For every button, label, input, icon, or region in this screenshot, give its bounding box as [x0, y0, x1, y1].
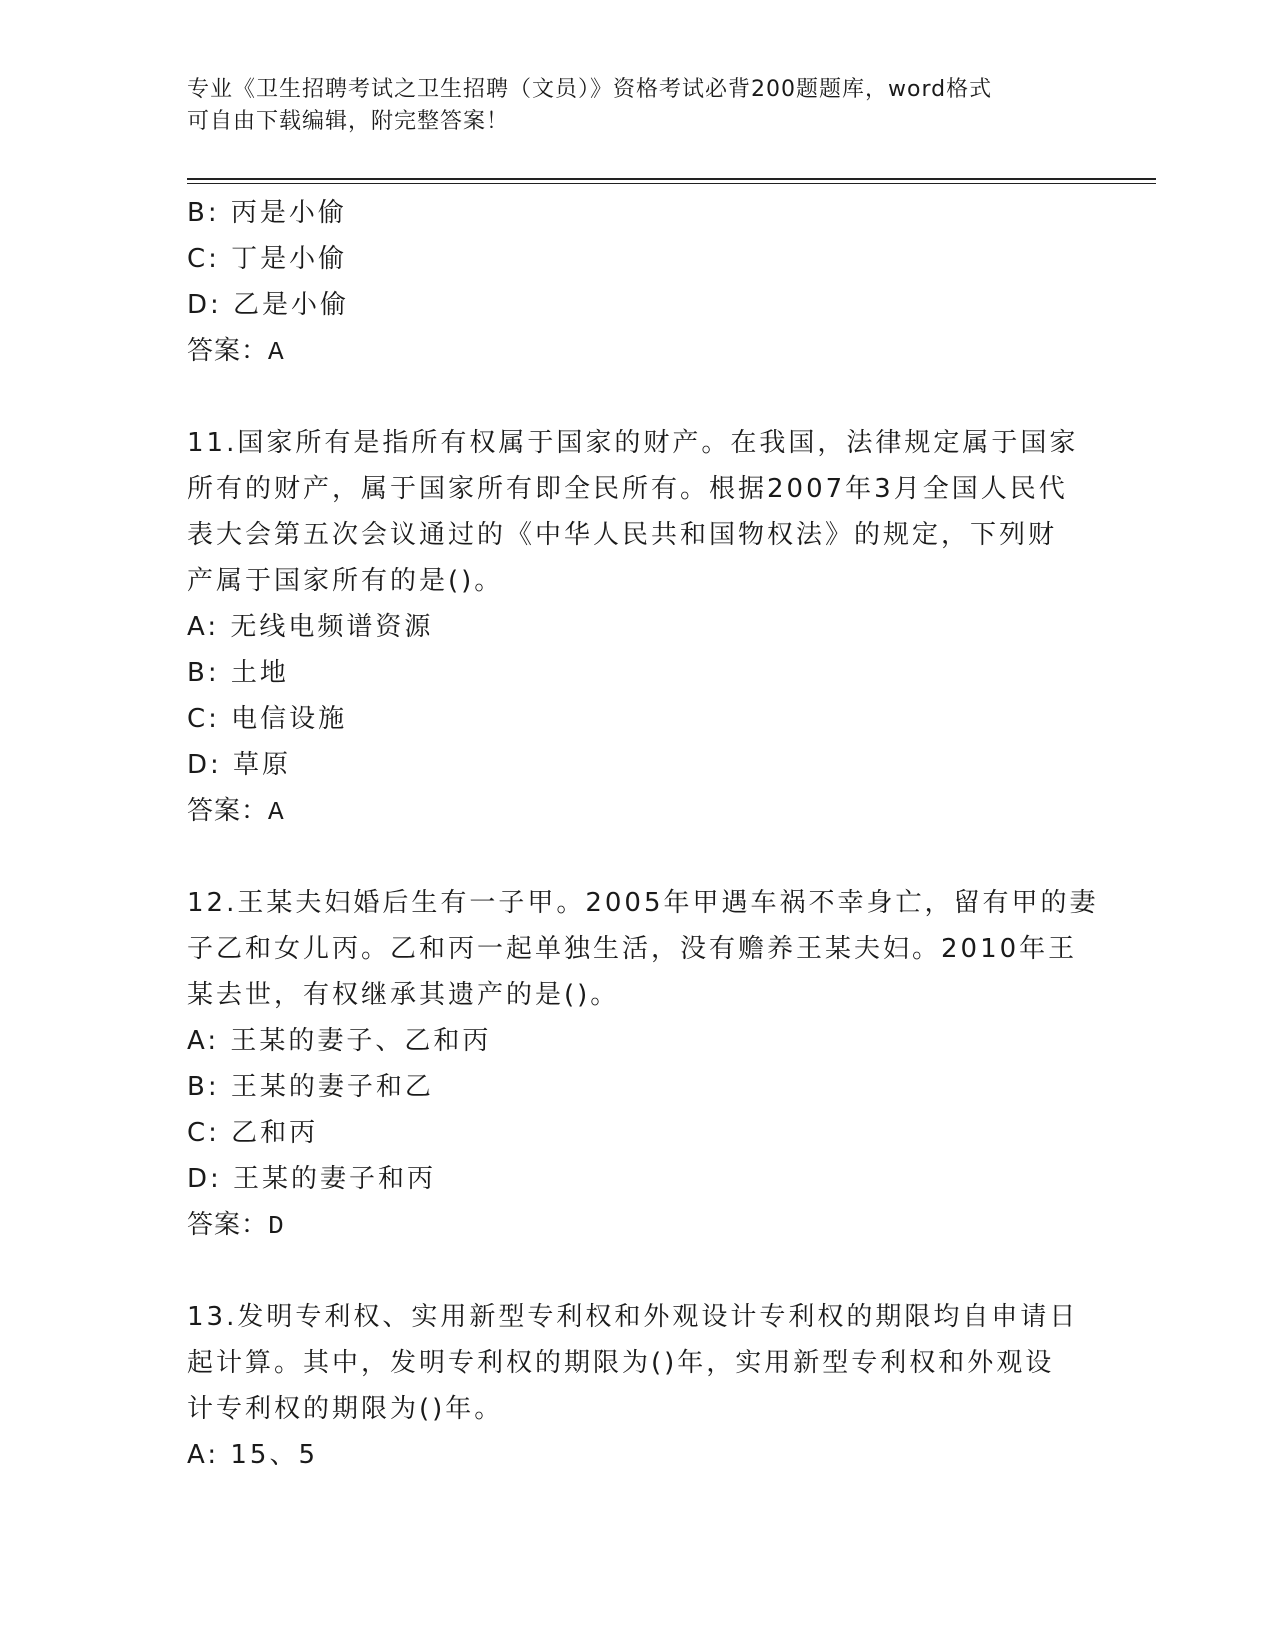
answer-value: D — [268, 1211, 285, 1241]
answer-label: 答案： — [187, 1210, 269, 1240]
option-c: C: 乙和丙 — [187, 1118, 319, 1148]
option-d: D: 草原 — [187, 750, 292, 780]
answer-line — [187, 1202, 1087, 1249]
option-a: A: 无线电频谱资源 — [187, 612, 434, 642]
question-13 — [187, 1294, 1087, 1478]
question-text-line: 产属于国家所有的是()。 — [187, 566, 504, 596]
document-body — [187, 190, 1099, 1478]
question-10-continuation — [187, 190, 1087, 375]
answer-value: A — [268, 337, 285, 367]
header-line-2: 可自由下载编辑，附完整答案！ — [187, 109, 510, 134]
header-divider-thick — [187, 178, 1156, 180]
question-12 — [187, 880, 1099, 1249]
spacer — [187, 835, 1087, 880]
document-header — [187, 74, 1087, 138]
question-text-line: 13.发明专利权、实用新型专利权和外观设计专利权的期限均自申请日 — [187, 1302, 1079, 1332]
answer-line — [187, 328, 1087, 375]
question-text-line: 12.王某夫妇婚后生有一子甲。2005年甲遇车祸不幸身亡，留有甲的妻 — [187, 888, 1099, 918]
option-a: A: 王某的妻子、乙和丙 — [187, 1026, 492, 1056]
option-b: B: 土地 — [187, 658, 289, 688]
header-line-1: 专业《卫生招聘考试之卫生招聘（文员）》资格考试必背200题题库，word格式 — [187, 77, 993, 102]
question-text-line: 表大会第五次会议通过的《中华人民共和国物权法》的规定，下列财 — [187, 520, 1058, 550]
option-b: B: 王某的妻子和乙 — [187, 1072, 434, 1102]
answer-value: A — [268, 797, 285, 827]
question-text-line: 子乙和女儿丙。乙和丙一起单独生活，没有赡养王某夫妇。2010年王 — [187, 934, 1078, 964]
question-text-line: 起计算。其中，发明专利权的期限为()年，实用新型专利权和外观设 — [187, 1348, 1055, 1378]
option-b: B: 丙是小偷 — [187, 198, 347, 228]
spacer — [187, 375, 1087, 420]
header-divider-thin — [187, 183, 1156, 184]
question-11 — [187, 420, 1087, 835]
question-text-line: 所有的财产，属于国家所有即全民所有。根据2007年3月全国人民代 — [187, 474, 1068, 504]
option-c: C: 丁是小偷 — [187, 244, 348, 274]
option-c: C: 电信设施 — [187, 704, 348, 734]
answer-label: 答案： — [187, 336, 269, 366]
option-d: D: 乙是小偷 — [187, 290, 350, 320]
option-a: A: 15、5 — [187, 1440, 318, 1470]
option-d: D: 王某的妻子和丙 — [187, 1164, 437, 1194]
question-text-line: 11.国家所有是指所有权属于国家的财产。在我国，法律规定属于国家 — [187, 428, 1079, 458]
answer-line — [187, 788, 1087, 835]
question-text-line: 计专利权的期限为()年。 — [187, 1394, 504, 1424]
question-text-line: 某去世，有权继承其遗产的是()。 — [187, 980, 620, 1010]
answer-label: 答案： — [187, 796, 269, 826]
spacer — [187, 1249, 1087, 1294]
